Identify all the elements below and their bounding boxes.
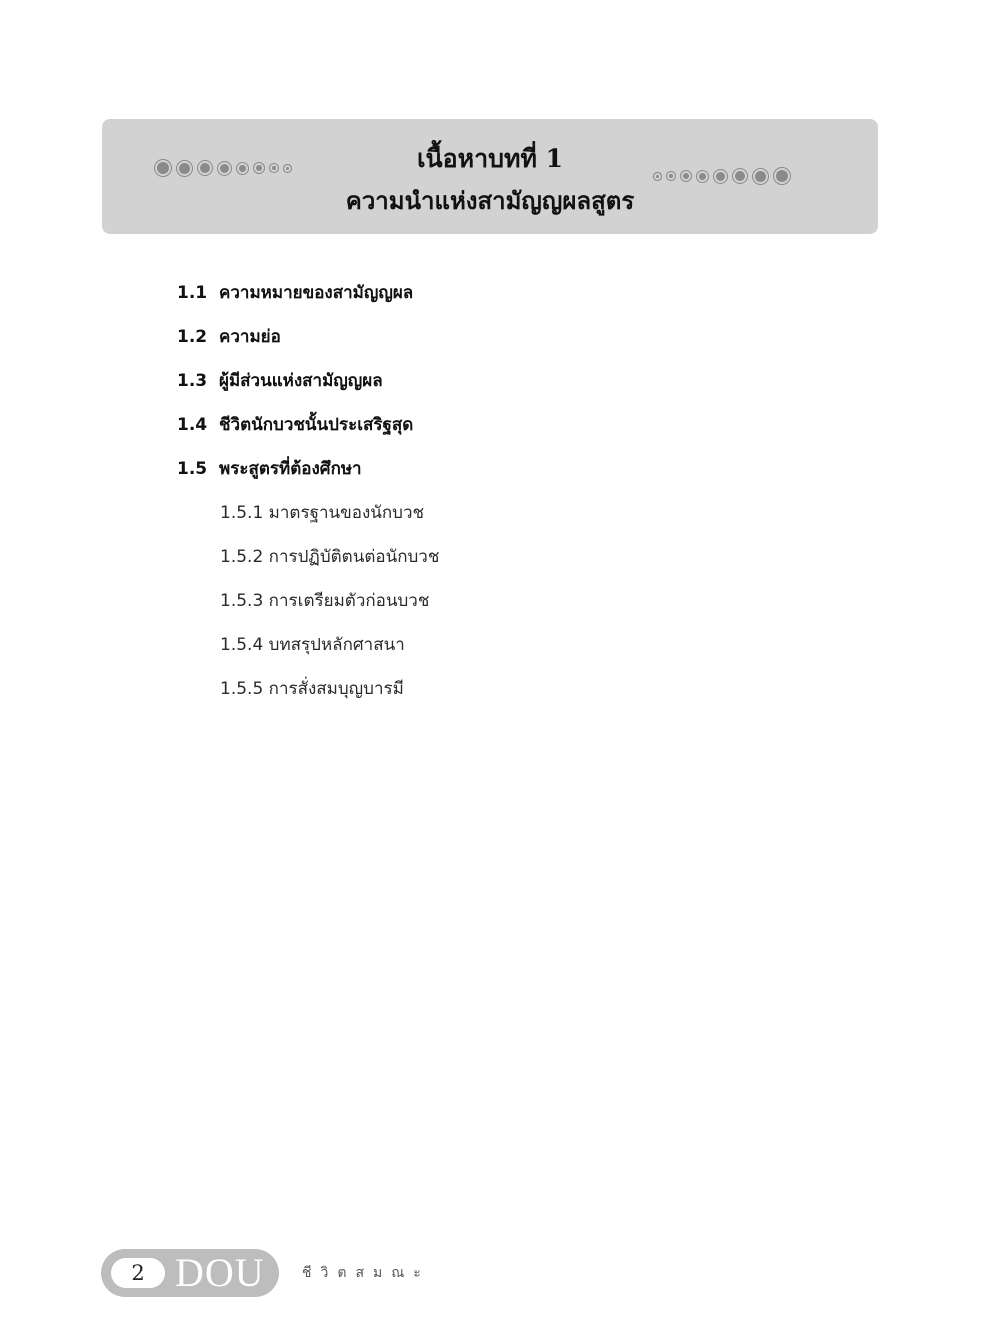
- toc-item: [177, 280, 413, 306]
- toc-item: [177, 324, 281, 350]
- dot-icon: [683, 173, 689, 179]
- toc-item-number: 1.2: [177, 327, 208, 347]
- toc-item-label: พระสูตรที่ต้องศึกษา: [219, 459, 362, 479]
- page-number: 2: [111, 1258, 165, 1288]
- footer-badge: [101, 1249, 279, 1297]
- toc-item-label: ชีวิตนักบวชนั้นประเสริฐสุด: [219, 415, 414, 435]
- toc-item-number: 1.4: [177, 415, 208, 435]
- dot-icon: [716, 172, 725, 181]
- ornament-dots-right: [656, 170, 798, 182]
- toc-item-label: ความหมายของสามัญญผล: [219, 283, 414, 303]
- toc-item-label: ความย่อ: [219, 327, 281, 347]
- toc-subitem: 1.5.3 การเตรียมตัวก่อนบวช: [220, 591, 430, 611]
- chapter-title: เนื้อหาบทที่ 1: [416, 144, 564, 173]
- toc-subitem: 1.5.4 บทสรุปหลักศาสนา: [220, 635, 405, 655]
- dot-icon: [699, 173, 706, 180]
- toc-item-number: 1.5: [177, 459, 208, 479]
- toc-subitem: 1.5.5 การสั่งสมบุญบารมี: [220, 679, 404, 699]
- brand-logo: DOU: [175, 1250, 265, 1295]
- toc-item-number: 1.1: [177, 283, 208, 303]
- toc-subitem: 1.5.1 มาตรฐานของนักบวช: [220, 503, 425, 523]
- chapter-subtitle: ความนำแห่งสามัญญผลสูตร: [345, 187, 635, 215]
- dot-icon: [776, 170, 788, 182]
- toc-item: [177, 412, 413, 438]
- book-title: ชีวิตสมณะ: [302, 1265, 430, 1281]
- dot-icon: [656, 175, 659, 178]
- toc-item-number: 1.3: [177, 371, 208, 391]
- dot-icon: [669, 174, 673, 178]
- toc-item: [177, 368, 383, 394]
- chapter-header-banner: [102, 119, 878, 234]
- toc-subitem: 1.5.2 การปฏิบัติตนต่อนักบวช: [220, 547, 440, 567]
- dot-icon: [735, 171, 745, 181]
- toc-item: [177, 456, 362, 482]
- toc-item-label: ผู้มีส่วนแห่งสามัญญผล: [219, 371, 383, 391]
- dot-icon: [755, 171, 766, 182]
